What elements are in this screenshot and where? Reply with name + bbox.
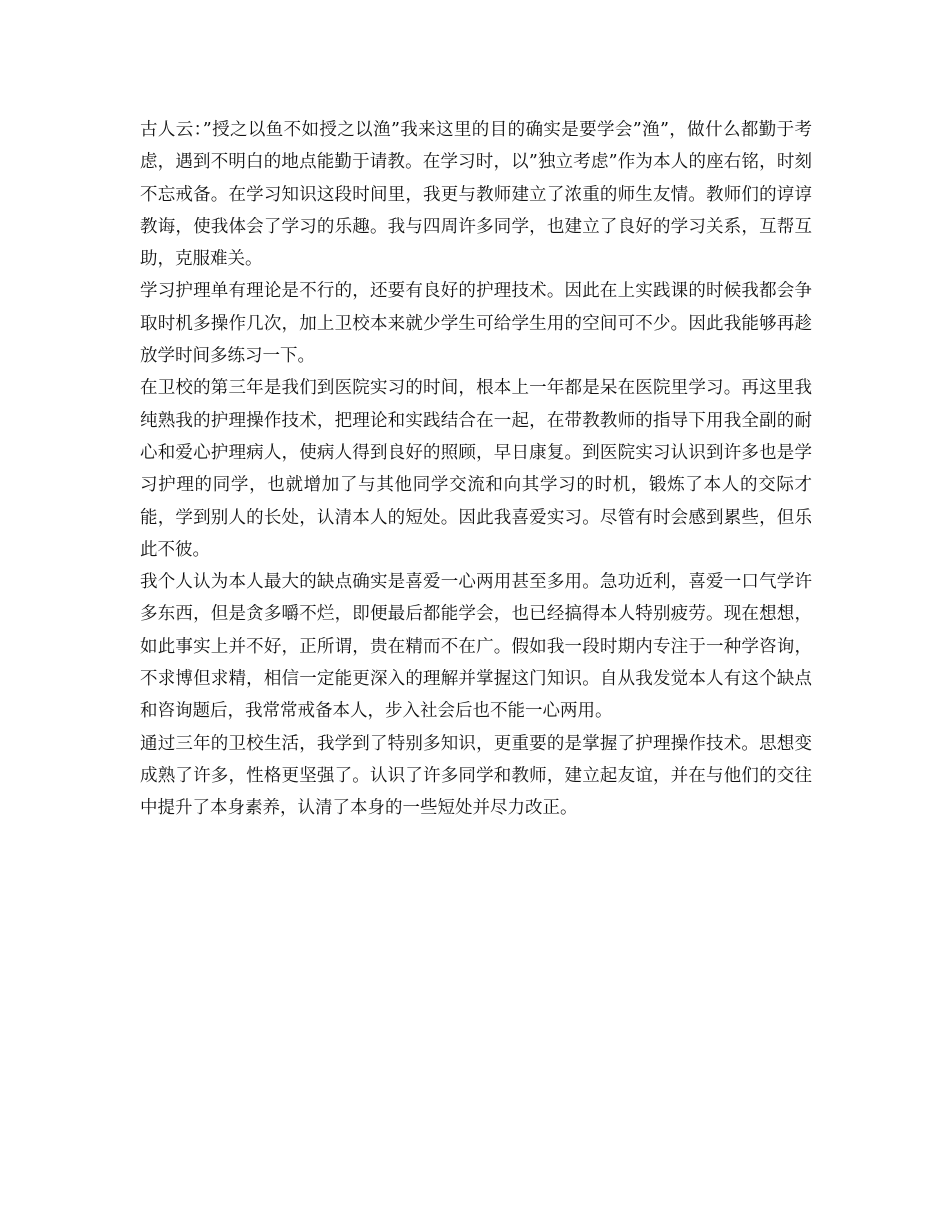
paragraph-4: 我个人认为本人最大的缺点确实是喜爱一心两用甚至多用。急功近利，喜爱一口气学许多东西，但是贪多嚼不烂，即便最后都能学会，也已经搞得本人特别疲劳。现在想想，如此事实上并不好，正所谓，贵在精而不在广。假如我一段时期内专注于一种学咨询，不求博但求精，相信一定能更深入的理解并掌握这门知识。自从我发觉本人有这个缺点和咨询题后，我常常戒备本人，步入社会后也不能一心两用。 xyxy=(140,572,812,722)
paragraph-1: 古人云：”授之以鱼不如授之以渔”我来这里的目的确实是要学会”渔”，做什么都勤于考虑，遇到不明白的地点能勤于请教。在学习时，以”独立考虑”作为本人的座右铭，时刻不忘戒备。在学习知识这段时间里，我更与教师建立了浓重的师生友情。教师们的谆谆教诲，使我体会了学习的乐趣。我与四周许多同学，也建立了良好的学习关系，互帮互助，克服难关。 xyxy=(140,120,812,270)
paragraph-2: 学习护理单有理论是不行的，还要有良好的护理技术。因此在上实践课的时候我都会争取时机多操作几次，加上卫校本来就少学生可给学生用的空间可不少。因此我能够再趁放学时间多练习一下。 xyxy=(140,281,812,367)
paragraph-5: 通过三年的卫校生活，我学到了特别多知识，更重要的是掌握了护理操作技术。思想变成熟了许多，性格更坚强了。认识了许多同学和教师，建立起友谊，并在与他们的交往中提升了本身素养，认清了本身的一些短处并尽力改正。 xyxy=(140,733,812,819)
paragraph-3: 在卫校的第三年是我们到医院实习的时间，根本上一年都是呆在医院里学习。再这里我纯熟我的护理操作技术，把理论和实践结合在一起，在带教教师的指导下用我全副的耐心和爱心护理病人，使病人得到良好的照顾，早日康复。到医院实习认识到许多也是学习护理的同学，也就增加了与其他同学交流和向其学习的时机，锻炼了本人的交际才能，学到别人的长处，认清本人的短处。因此我喜爱实习。尽管有时会感到累些，但乐此不彼。 xyxy=(140,378,812,560)
document-body xyxy=(140,114,812,825)
